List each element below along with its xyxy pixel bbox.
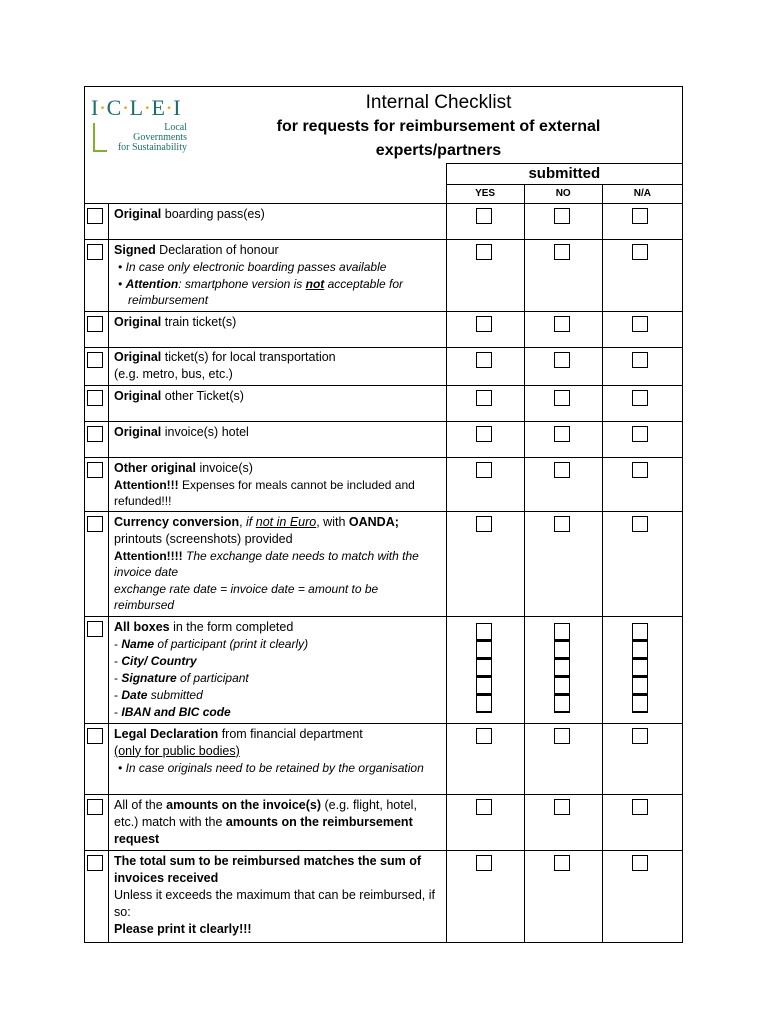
na-checkbox[interactable] <box>632 641 648 659</box>
title-block <box>235 91 642 163</box>
no-checkbox[interactable] <box>554 623 570 641</box>
row-checkbox[interactable] <box>87 244 103 260</box>
na-checkbox[interactable] <box>632 390 648 406</box>
checklist-table <box>84 86 683 943</box>
no-checkbox[interactable] <box>554 695 570 713</box>
yes-checkbox[interactable] <box>476 677 492 695</box>
table-row: All boxes in the form completed - Name of participant (print it clearly) - City/ Country - Signature of participant - Date submitted - IBAN and BIC code <box>85 616 683 723</box>
yes-checkbox[interactable] <box>476 208 492 224</box>
no-checkbox[interactable] <box>554 390 570 406</box>
yes-checkbox[interactable] <box>476 695 492 713</box>
logo-tagline: Local Governments for Sustainability <box>117 122 187 153</box>
no-checkbox[interactable] <box>554 855 570 871</box>
yes-checkbox[interactable] <box>476 426 492 442</box>
yes-checkbox[interactable] <box>476 516 492 532</box>
yes-checkbox[interactable] <box>476 462 492 478</box>
yes-checkbox[interactable] <box>476 623 492 641</box>
table-row: The total sum to be reimbursed matches the sum of invoices received Unless it exceeds the maximum that can be reimbursed, if so: Please print it clearly!!! <box>85 850 683 942</box>
no-checkbox[interactable] <box>554 352 570 368</box>
yes-checkbox[interactable] <box>476 728 492 744</box>
row-checkbox[interactable] <box>87 316 103 332</box>
na-checkbox[interactable] <box>632 728 648 744</box>
na-checkbox[interactable] <box>632 516 648 532</box>
table-row: Original train ticket(s) <box>85 311 683 347</box>
na-checkbox[interactable] <box>632 426 648 442</box>
yes-checkbox[interactable] <box>476 390 492 406</box>
yes-checkbox[interactable] <box>476 316 492 332</box>
row-checkbox[interactable] <box>87 728 103 744</box>
na-checkbox[interactable] <box>632 799 648 815</box>
row-checkbox[interactable] <box>87 799 103 815</box>
na-checkbox[interactable] <box>632 855 648 871</box>
yes-checkbox[interactable] <box>476 352 492 368</box>
na-checkbox[interactable] <box>632 677 648 695</box>
yes-checkbox[interactable] <box>476 244 492 260</box>
table-row: Signed Declaration of honour • In case only electronic boarding passes available • Attention: smartphone version is not acceptable for reimbursement <box>85 240 683 312</box>
iclei-logo <box>91 95 201 155</box>
checklist-form <box>84 86 683 943</box>
table-row: Currency conversion, if not in Euro, with OANDA; printouts (screenshots) provided Attention!!!! The exchange date needs to match with the invoice date exchange rate date = invoice date = amount to be reimbursed <box>85 511 683 616</box>
yes-checkbox[interactable] <box>476 799 492 815</box>
table-row: Other original invoice(s) Attention!!! Expenses for meals cannot be included and refunded!!! <box>85 457 683 511</box>
na-checkbox[interactable] <box>632 316 648 332</box>
na-checkbox[interactable] <box>632 695 648 713</box>
row-checkbox[interactable] <box>87 462 103 478</box>
na-checkbox[interactable] <box>632 462 648 478</box>
header-blank-cell <box>85 164 447 204</box>
no-checkbox[interactable] <box>554 462 570 478</box>
no-checkbox[interactable] <box>554 677 570 695</box>
no-checkbox[interactable] <box>554 799 570 815</box>
no-checkbox-stack <box>554 623 602 713</box>
page-subtitle-2: experts/partners <box>375 142 502 159</box>
na-checkbox[interactable] <box>632 352 648 368</box>
form-header <box>85 87 683 164</box>
no-checkbox[interactable] <box>554 426 570 442</box>
row-checkbox[interactable] <box>87 208 103 224</box>
yes-checkbox[interactable] <box>476 641 492 659</box>
no-checkbox[interactable] <box>554 659 570 677</box>
page-title: Internal Checklist <box>365 92 512 113</box>
no-checkbox[interactable] <box>554 244 570 260</box>
no-checkbox[interactable] <box>554 641 570 659</box>
na-checkbox[interactable] <box>632 244 648 260</box>
yes-checkbox-stack <box>476 623 524 713</box>
table-row: Original ticket(s) for local transportation (e.g. metro, bus, etc.) <box>85 347 683 385</box>
na-checkbox[interactable] <box>632 659 648 677</box>
row-checkbox[interactable] <box>87 516 103 532</box>
table-row: All of the amounts on the invoice(s) (e.g. flight, hotel, etc.) match with the amounts on the reimbursement request <box>85 794 683 850</box>
logo-wordmark: I·C·L·E·I <box>91 95 182 120</box>
no-checkbox[interactable] <box>554 316 570 332</box>
row-checkbox[interactable] <box>87 855 103 871</box>
yes-checkbox[interactable] <box>476 659 492 677</box>
no-checkbox[interactable] <box>554 516 570 532</box>
table-row: Original boarding pass(es) <box>85 204 683 240</box>
yes-checkbox[interactable] <box>476 855 492 871</box>
na-checkbox[interactable] <box>632 623 648 641</box>
table-row: Original other Ticket(s) <box>85 385 683 421</box>
no-checkbox[interactable] <box>554 208 570 224</box>
col-header-no: NO <box>524 185 602 204</box>
row-checkbox[interactable] <box>87 352 103 368</box>
col-header-na: N/A <box>602 185 682 204</box>
no-checkbox[interactable] <box>554 728 570 744</box>
submitted-header: submitted <box>446 164 682 185</box>
row-checkbox[interactable] <box>87 621 103 637</box>
na-checkbox-stack <box>632 623 682 713</box>
table-row: Legal Declaration from financial department (only for public bodies) • In case originals need to be retained by the organisation <box>85 723 683 794</box>
col-header-yes: YES <box>446 185 524 204</box>
table-row: Original invoice(s) hotel <box>85 421 683 457</box>
row-checkbox[interactable] <box>87 390 103 406</box>
na-checkbox[interactable] <box>632 208 648 224</box>
page-subtitle-1: for requests for reimbursement of external <box>276 118 601 135</box>
row-checkbox[interactable] <box>87 426 103 442</box>
